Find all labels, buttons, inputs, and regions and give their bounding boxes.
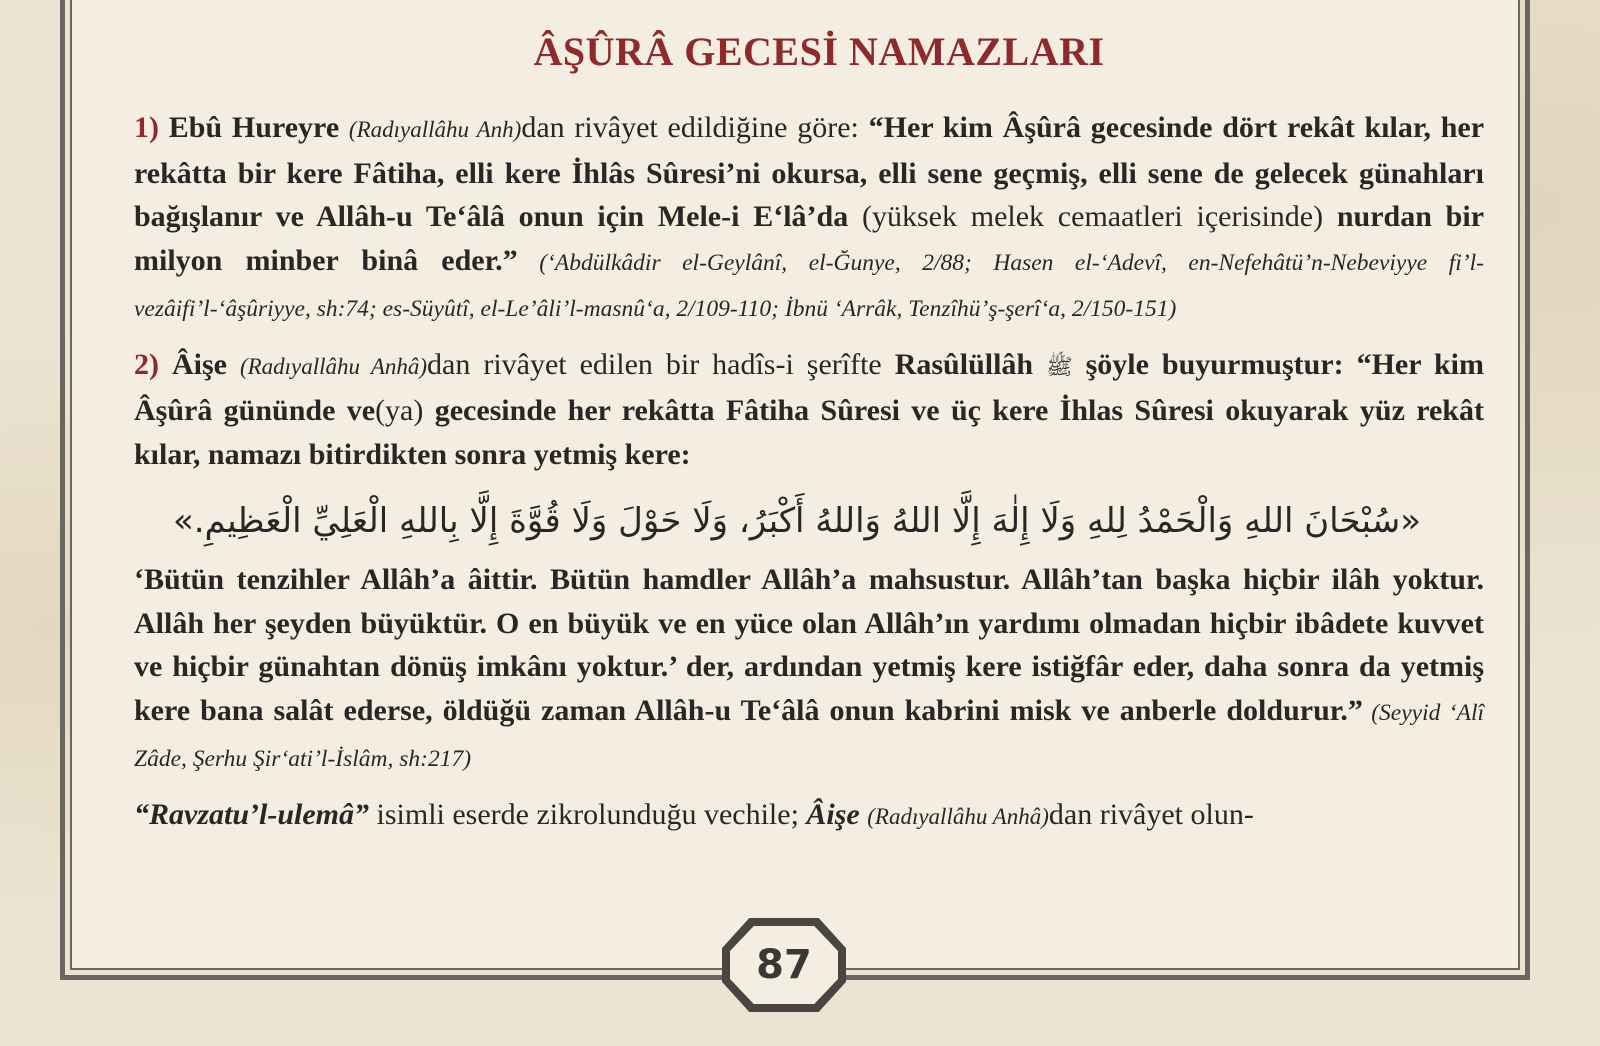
narrator-name: Âişe — [806, 797, 860, 831]
paragraph-text: dan rivâyet edildiğine göre: — [521, 111, 869, 144]
prophet-name: Rasûlüllâh — [894, 347, 1034, 381]
narrator-name: Ebû Hureyre — [168, 111, 340, 144]
hadith-text: gecesinde her rekâtta Fâtiha Sûresi ve üç kere İhlas Sûresi okuyarak yüz rekât kılar, namazı bitirdikten sonra yetmiş kere: — [134, 394, 1484, 471]
paragraph-text: dan rivâyet edilen bir hadîs-i şerîfte — [427, 347, 895, 381]
paragraph-4 — [110, 793, 1484, 839]
page-content — [110, 22, 1484, 838]
paragraph-3 — [110, 558, 1484, 781]
paragraph-text: dan rivâyet olun- — [1048, 797, 1254, 831]
translation-text: ‘Bütün tenzihler Allâh’a âittir. Bütün hamdler Allâh’a mahsustur. Allâh’tan başka hiçbir ilâh yoktur. Allâh her şeyden büyüktür. O en büyük ve en yüce olan Allâh’ın yardımı olmadan hiçbir ibâdete kuvvet ve hiçbir günahtan dönüş imkânı yoktur.’ der, ardından yetmiş kere istiğfâr eder, daha sonra da yetmiş kere bana salât ederse, öldüğü zaman Allâh-u Te‘âlâ onun kabrini misk ve anberle doldurur.” — [134, 563, 1484, 727]
hadith-text: nurdan bir milyon minber binâ eder.” — [134, 200, 1485, 277]
paragraph-text: (ya) — [375, 394, 424, 427]
honorific: (Radıyallâhu Anhâ) — [239, 353, 428, 379]
item-number: 2) — [134, 347, 159, 381]
paragraph-2 — [110, 343, 1484, 477]
honorific: (Radıyallâhu Anhâ) — [867, 803, 1049, 829]
paragraph-1 — [110, 106, 1484, 331]
honorific: (Radıyallâhu Anh) — [348, 117, 522, 142]
page-number: 87 — [756, 942, 812, 988]
work-title: “Ravzatu’l-ulemâ” — [134, 797, 370, 831]
hadith-text: şöyle buyurmuştur: “Her kim Âşûrâ gününde ve — [134, 347, 1484, 427]
reference-citation: (‘Abdülkâdir el-Geylânî, el-Ğunye, 2/88; Hasen el-‘Adevî, en-Nefehâtü’n-Nebeviyye fi’l-vezâifi’l-‘âşûriyye, sh:74; es-Süyûtî, el-Le’âli’l-masnû‘a, 2/109-110; İbnü ‘Arrâk, Tenzîhü’ş-şerî‘a, 2/150-151) — [134, 249, 1484, 322]
reference-citation: (Seyyid ‘Alî Zâde, Şerhu Şir‘ati’l-İslâm, sh:217) — [134, 699, 1485, 772]
hadith-text: “Her kim Âşûrâ gecesinde dört rekât kılar, her rekâtta bir kere Fâtiha, elli kere İhlâs Sûresi’ni okursa, elli sene geçmiş, elli sene de gelecek günahları bağışlanır ve Allâh-u Te‘âlâ onun için Mele-i E‘lâ’da — [134, 111, 1485, 233]
paragraph-text: (yüksek melek cemaatleri içerisinde) — [848, 200, 1337, 233]
arabic-dhikr: «سُبْحَانَ اللهِ وَالْحَمْدُ لِلهِ وَلَا إِلٰهَ إِلَّا اللهُ وَاللهُ أَكْبَرُ، وَلَا حَوْلَ وَلَا قُوَّةَ إِلَّا بِاللهِ الْعَلِيِّ الْعَظِيمِ.» — [172, 501, 1422, 541]
salawat-glyph: ﷺ — [1046, 354, 1073, 380]
narrator-name: Âişe — [171, 347, 227, 381]
page-title: ÂŞÛRÂ GECESİ NAMAZLARI — [533, 29, 1105, 74]
paragraph-text: isimli eserde zikrolunduğu vechile; — [369, 797, 807, 831]
item-number: 1) — [134, 111, 159, 144]
